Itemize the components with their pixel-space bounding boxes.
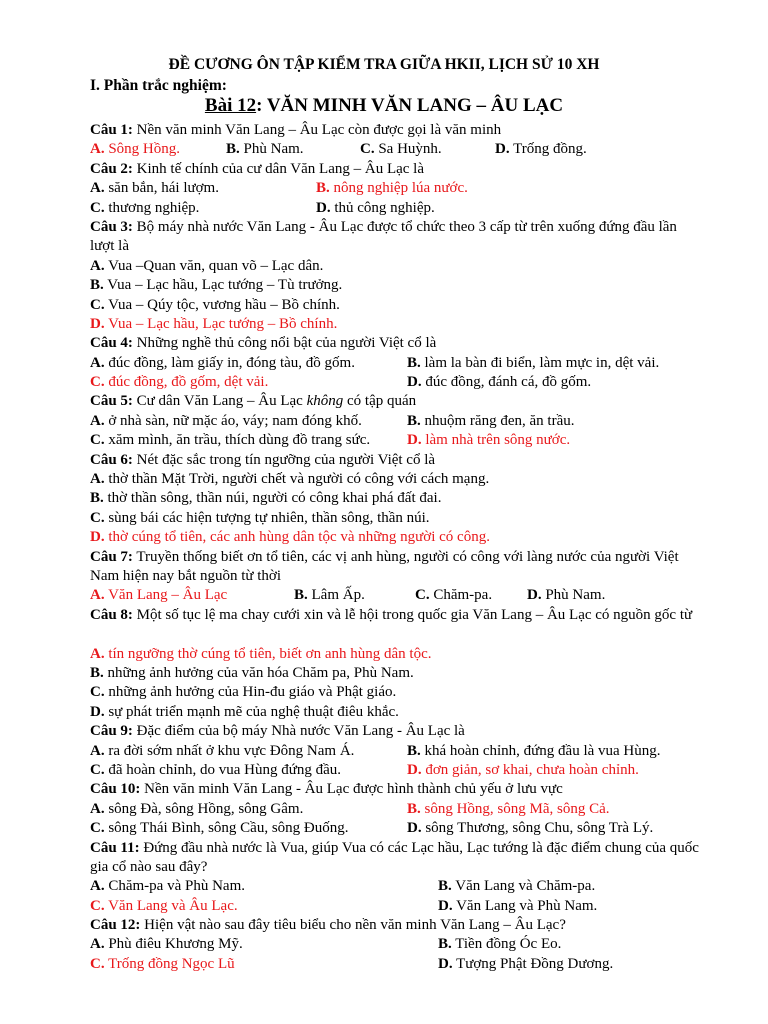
options-row bbox=[90, 354, 705, 373]
question-8 bbox=[90, 606, 705, 645]
option-text: Vua – Qúy tộc, vương hầu – Bồ chính. bbox=[104, 296, 340, 313]
option-text: Sông Hồng. bbox=[104, 141, 181, 158]
lesson-name: VĂN MINH VĂN LANG – ÂU LẠC bbox=[266, 95, 564, 116]
question-text: Hiện vật nào sau đây tiêu biểu cho nền văn minh Văn Lang – Âu Lạc? bbox=[140, 917, 566, 934]
option-letter: D. bbox=[90, 315, 105, 332]
option-letter: B. bbox=[438, 878, 452, 895]
option-text: đơn giản, sơ khai, chưa hoàn chỉnh. bbox=[421, 761, 639, 778]
question-12 bbox=[90, 916, 705, 935]
option-text: đúc đồng, đánh cá, đồ gốm. bbox=[421, 374, 592, 391]
option-letter: B. bbox=[407, 800, 421, 817]
option-letter: B. bbox=[407, 354, 421, 371]
option-letter: C. bbox=[90, 761, 105, 778]
question-text-end: có tập quán bbox=[343, 393, 417, 410]
option-letter: B. bbox=[90, 490, 104, 507]
option-b[interactable] bbox=[316, 179, 468, 198]
option-letter: A. bbox=[90, 354, 105, 371]
option-text: Văn Lang và Phù Nam. bbox=[452, 897, 598, 914]
question-label: Câu 6: bbox=[90, 451, 133, 468]
option-letter: C. bbox=[90, 820, 105, 837]
option-letter: A. bbox=[90, 936, 105, 953]
option-text: những ảnh hưởng của văn hóa Chăm pa, Phù Nam. bbox=[103, 664, 414, 681]
option-letter: B. bbox=[226, 141, 240, 158]
option-letter: C. bbox=[90, 199, 105, 216]
option-b[interactable] bbox=[438, 935, 561, 954]
option-d[interactable] bbox=[407, 819, 653, 838]
question-label: Câu 10: bbox=[90, 781, 141, 798]
option-d[interactable] bbox=[438, 897, 597, 916]
option-text: Vua –Quan văn, quan võ – Lạc dân. bbox=[104, 257, 324, 274]
option-text: Phù Nam. bbox=[541, 587, 606, 604]
option-a[interactable] bbox=[90, 935, 243, 954]
question-text: Truyền thống biết ơn tổ tiên, các vị anh hùng, người có công với làng nước của người Việt Nam hiện nay bắt nguồn từ thời bbox=[90, 548, 679, 585]
option-text: khá hoàn chỉnh, đứng đầu là vua Hùng. bbox=[420, 742, 661, 759]
option-letter: D. bbox=[407, 374, 422, 391]
option-d[interactable] bbox=[90, 315, 705, 334]
question-11 bbox=[90, 839, 705, 878]
question-text: Đứng đầu nhà nước là Vua, giúp Vua có các Lạc hầu, Lạc tướng là đặc điểm chung của quốc gia cổ nào sau đây? bbox=[90, 839, 699, 875]
option-letter: B. bbox=[438, 936, 452, 953]
option-b[interactable] bbox=[294, 586, 365, 605]
options-row bbox=[90, 199, 705, 218]
option-letter: A. bbox=[90, 645, 105, 662]
option-text: ở nhà sàn, nữ mặc áo, váy; nam đóng khố. bbox=[104, 412, 362, 429]
option-letter: A. bbox=[90, 587, 105, 604]
option-c[interactable] bbox=[90, 296, 705, 315]
option-text: Chăm-pa. bbox=[429, 587, 493, 604]
options-row bbox=[90, 742, 705, 761]
option-letter: A. bbox=[90, 257, 105, 274]
question-1 bbox=[90, 121, 705, 140]
option-text: Sa Huỳnh. bbox=[374, 141, 442, 158]
option-text: sùng bái các hiện tượng tự nhiên, thần sông, thần núi. bbox=[104, 509, 430, 526]
lesson-number: Bài 12 bbox=[204, 95, 257, 116]
lesson-title bbox=[0, 95, 768, 117]
option-d[interactable] bbox=[527, 586, 605, 605]
option-letter: B. bbox=[294, 587, 308, 604]
option-text: tín ngưỡng thờ cúng tổ tiên, biết ơn anh hùng dân tộc. bbox=[104, 645, 432, 662]
option-text: nông nghiệp lúa nước. bbox=[329, 180, 468, 197]
option-letter: A. bbox=[90, 471, 105, 488]
question-text: Kinh tế chính của cư dân Văn Lang – Âu Lạc là bbox=[132, 160, 425, 177]
option-text: làm nhà trên sông nước. bbox=[421, 432, 571, 449]
option-d[interactable] bbox=[407, 761, 639, 780]
question-label: Câu 5: bbox=[90, 393, 133, 410]
option-b[interactable] bbox=[407, 412, 574, 431]
options-row bbox=[90, 819, 705, 838]
option-a[interactable] bbox=[90, 742, 354, 761]
option-text: thờ thần sông, thần núi, người có công khai phá đất đai. bbox=[103, 490, 442, 507]
question-label: Câu 3: bbox=[90, 218, 133, 235]
option-b[interactable] bbox=[90, 276, 705, 295]
question-text: Nền văn minh Văn Lang - Âu Lạc được hình thành chủ yếu ở lưu vực bbox=[140, 781, 563, 798]
option-text: sông Hồng, sông Mã, sông Cả. bbox=[420, 800, 610, 817]
option-letter: C. bbox=[90, 684, 105, 701]
option-letter: C. bbox=[90, 374, 105, 391]
option-c[interactable] bbox=[90, 431, 370, 450]
options-row bbox=[90, 897, 705, 916]
option-c[interactable] bbox=[90, 819, 349, 838]
option-letter: D. bbox=[527, 587, 542, 604]
option-text: sự phát triển mạnh mẽ của nghệ thuật điêu khắc. bbox=[104, 703, 399, 720]
option-a[interactable] bbox=[90, 470, 705, 489]
options-row bbox=[90, 761, 705, 780]
option-c[interactable] bbox=[90, 683, 705, 702]
question-label: Câu 12: bbox=[90, 917, 141, 934]
question-3 bbox=[90, 218, 705, 257]
question-label: Câu 9: bbox=[90, 723, 133, 740]
document-title: ĐỀ CƯƠNG ÔN TẬP KIỂM TRA GIỮA HKII, LỊCH SỬ 10 XH bbox=[168, 56, 600, 73]
option-c[interactable] bbox=[90, 761, 341, 780]
question-text: Cư dân Văn Lang – Âu Lạc bbox=[132, 393, 307, 410]
option-text: thờ thần Mặt Trời, người chết và người có công với cách mạng. bbox=[104, 471, 490, 488]
option-letter: C. bbox=[360, 141, 375, 158]
option-text: sông Thái Bình, sông Cầu, sông Đuống. bbox=[104, 820, 349, 837]
question-text: Đặc điểm của bộ máy Nhà nước Văn Lang - Âu Lạc là bbox=[132, 723, 465, 740]
options-row bbox=[90, 877, 705, 896]
option-b[interactable] bbox=[226, 140, 304, 159]
question-text: Bộ máy nhà nước Văn Lang - Âu Lạc được tổ chức theo 3 cấp từ trên xuống đứng đầu lần lượt là bbox=[90, 218, 677, 255]
question-list bbox=[90, 121, 705, 974]
option-d[interactable] bbox=[407, 373, 591, 392]
option-c[interactable] bbox=[90, 955, 235, 974]
option-text: thờ cúng tổ tiên, các anh hùng dân tộc và những người có công. bbox=[104, 529, 490, 546]
option-b[interactable] bbox=[407, 742, 661, 761]
options-row bbox=[90, 431, 705, 450]
option-letter: D. bbox=[90, 529, 105, 546]
option-text: xăm mình, ăn trầu, thích dùng đồ trang sức. bbox=[104, 432, 371, 449]
question-label: Câu 2: bbox=[90, 160, 133, 177]
option-b[interactable] bbox=[407, 354, 659, 373]
option-a[interactable] bbox=[90, 877, 245, 896]
option-letter: D. bbox=[438, 897, 453, 914]
option-b[interactable] bbox=[438, 877, 595, 896]
option-text: Văn Lang và Chăm-pa. bbox=[451, 878, 596, 895]
option-text: Phù Nam. bbox=[239, 141, 304, 158]
option-letter: C. bbox=[90, 296, 105, 313]
option-b[interactable] bbox=[90, 489, 705, 508]
option-d[interactable] bbox=[90, 528, 705, 547]
option-a[interactable] bbox=[90, 257, 705, 276]
question-5 bbox=[90, 392, 705, 411]
option-text: Vua – Lạc hầu, Lạc tướng – Bồ chính. bbox=[104, 315, 338, 332]
options-row bbox=[90, 140, 705, 159]
question-label: Câu 1: bbox=[90, 122, 133, 138]
options-row bbox=[90, 373, 705, 392]
option-letter: C. bbox=[90, 432, 105, 449]
option-text: thủ công nghiệp. bbox=[330, 199, 435, 216]
question-text: Những nghề thủ công nổi bật của người Việt cổ là bbox=[132, 335, 437, 352]
option-c[interactable] bbox=[90, 509, 705, 528]
option-text: săn bắn, hái lượm. bbox=[104, 180, 219, 197]
option-text: làm la bàn đi biển, làm mực in, dệt vải. bbox=[420, 354, 660, 371]
question-label: Câu 4: bbox=[90, 335, 133, 352]
option-c[interactable] bbox=[360, 140, 442, 159]
option-letter: B. bbox=[407, 742, 421, 759]
option-letter: A. bbox=[90, 742, 105, 759]
option-a[interactable] bbox=[90, 645, 705, 664]
options-row bbox=[90, 955, 705, 974]
option-text: Phù điêu Khương Mỹ. bbox=[104, 936, 243, 953]
option-b[interactable] bbox=[90, 664, 705, 683]
option-text: sông Thương, sông Chu, sông Trà Lý. bbox=[421, 820, 654, 837]
option-text: Vua – Lạc hầu, Lạc tướng – Tù trưởng. bbox=[103, 277, 343, 294]
lesson-separator: : bbox=[256, 95, 267, 116]
option-text: đúc đồng, làm giấy in, đóng tàu, đồ gốm. bbox=[104, 354, 355, 371]
option-letter: D. bbox=[438, 955, 453, 972]
question-text: Nét đặc sắc trong tín ngưỡng của người Việt cổ là bbox=[132, 451, 436, 468]
option-letter: A. bbox=[90, 412, 105, 429]
option-b[interactable] bbox=[407, 800, 610, 819]
question-text-emphasis: không bbox=[306, 393, 344, 410]
option-letter: C. bbox=[90, 955, 105, 972]
option-text: sông Đà, sông Hồng, sông Gâm. bbox=[104, 800, 304, 817]
option-a[interactable] bbox=[90, 354, 355, 373]
question-text: Một số tục lệ ma chay cưới xin và lễ hội trong quốc gia Văn Lang – Âu Lạc có nguồn gốc từ bbox=[132, 606, 693, 623]
option-text: Trống đồng Ngọc Lũ bbox=[104, 955, 235, 972]
question-9 bbox=[90, 722, 705, 741]
options-row bbox=[90, 800, 705, 819]
question-4 bbox=[90, 334, 705, 353]
option-text: đã hoàn chỉnh, do vua Hùng đứng đầu. bbox=[104, 761, 342, 778]
option-d[interactable] bbox=[438, 955, 613, 974]
option-d[interactable] bbox=[316, 199, 435, 218]
option-letter: D. bbox=[407, 820, 422, 837]
option-letter: B. bbox=[407, 412, 421, 429]
question-6 bbox=[90, 451, 705, 470]
option-d[interactable] bbox=[495, 140, 587, 159]
question-7 bbox=[90, 548, 705, 587]
question-label: Câu 11: bbox=[90, 839, 140, 856]
options-row bbox=[90, 179, 705, 198]
option-letter: B. bbox=[90, 664, 104, 681]
option-c[interactable] bbox=[90, 373, 268, 392]
option-letter: A. bbox=[90, 878, 105, 895]
question-label: Câu 8: bbox=[90, 606, 133, 623]
section-title: I. Phần trắc nghiệm: bbox=[90, 77, 227, 94]
option-text: đúc đồng, đồ gốm, dệt vải. bbox=[104, 374, 269, 391]
option-a[interactable] bbox=[90, 800, 303, 819]
options-row bbox=[90, 412, 705, 431]
option-text: Tượng Phật Đồng Dương. bbox=[452, 955, 614, 972]
option-letter: C. bbox=[90, 509, 105, 526]
option-letter: B. bbox=[316, 180, 330, 197]
option-a[interactable] bbox=[90, 179, 219, 198]
question-text: Nền văn minh Văn Lang – Âu Lạc còn được gọi là văn minh bbox=[132, 122, 502, 138]
question-2 bbox=[90, 160, 705, 179]
option-d[interactable] bbox=[90, 703, 705, 722]
option-c[interactable] bbox=[90, 199, 199, 218]
option-letter: D. bbox=[495, 141, 510, 158]
option-text: Văn Lang – Âu Lạc bbox=[104, 587, 228, 604]
option-letter: B. bbox=[90, 277, 104, 294]
option-d[interactable] bbox=[407, 431, 570, 450]
option-text: những ảnh hưởng của Hin-đu giáo và Phật giáo. bbox=[104, 684, 397, 701]
option-letter: C. bbox=[90, 897, 105, 914]
options-row bbox=[90, 935, 705, 954]
option-text: ra đời sớm nhất ở khu vực Đông Nam Á. bbox=[104, 742, 355, 759]
option-letter: A. bbox=[90, 141, 105, 158]
option-text: Văn Lang và Âu Lạc. bbox=[104, 897, 238, 914]
option-letter: D. bbox=[316, 199, 331, 216]
option-letter: D. bbox=[407, 761, 422, 778]
option-a[interactable] bbox=[90, 140, 180, 159]
option-text: Chăm-pa và Phù Nam. bbox=[104, 878, 245, 895]
option-text: nhuộm răng đen, ăn trầu. bbox=[420, 412, 575, 429]
option-text: thương nghiệp. bbox=[104, 199, 200, 216]
option-letter: A. bbox=[90, 180, 105, 197]
option-letter: C. bbox=[415, 587, 430, 604]
option-text: Tiền đồng Óc Eo. bbox=[451, 936, 562, 953]
option-letter: D. bbox=[90, 703, 105, 720]
option-letter: D. bbox=[407, 432, 422, 449]
question-label: Câu 7: bbox=[90, 548, 133, 565]
option-text: Lâm Ấp. bbox=[307, 587, 365, 604]
question-10 bbox=[90, 780, 705, 799]
option-a[interactable] bbox=[90, 412, 362, 431]
option-text: Trống đồng. bbox=[509, 141, 587, 158]
option-c[interactable] bbox=[90, 897, 238, 916]
option-c[interactable] bbox=[415, 586, 492, 605]
option-letter: A. bbox=[90, 800, 105, 817]
option-a[interactable] bbox=[90, 586, 227, 605]
options-row bbox=[90, 586, 705, 605]
